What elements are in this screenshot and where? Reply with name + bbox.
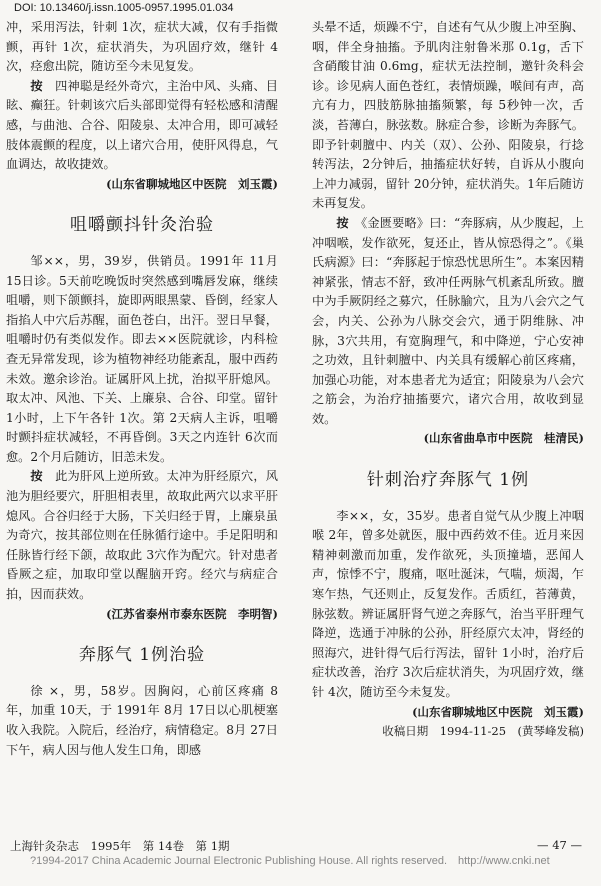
article2-affiliation: (江苏省泰州市泰东医院 李明智) [106, 606, 278, 621]
article2-title: 咀嚼颤抖针灸治验 [70, 215, 214, 236]
journal-info: 上海针灸杂志 1995年 第 14卷 第 1期 [10, 839, 230, 853]
right-column [312, 18, 584, 742]
article3-paragraph: 徐 ×，男，58岁。因胸闷，心前区疼痛 8年，加重 10天，于 1991年 8月 17日以心肌梗塞收入我院。入院后，经治疗，病情稳定。8月 27日下午，病人因与他人发生口角，即感 [6, 683, 278, 757]
doi-line: DOI: 10.13460/j.issn.1005-0957.1995.01.034 [14, 2, 234, 14]
article4-paragraph: 李××，女，35岁。患者自觉气从少腹上冲咽喉 2年，曾多处就医，服中西药效不佳。近月来因精神刺激而加重，发作欲死，头顶撞墙，恶闻人声，惊悸不宁，腹痛，呕吐涎沫，气喘，烦渴，乍寒乍热，气还则止，反复发作。舌质红，苔薄黄，脉弦数。辨证属肝肾气逆之奔豚气，治当平肝理气降逆，选通于冲脉的公孙，肝经原穴太冲，肾经的照海穴，进针得气后行泻法，留针 1小时，治疗后症状改善，治疗 3次后症状消失，为巩固疗效，继针 4次，随访至今未复发。 [312, 508, 584, 699]
case1-end-paragraph: 冲，采用泻法，针刺 1次，症状大减，仅有手指微颤，再针 1次，症状消失，为巩固疗效，继针 4次，痉愈出院，随访至今未见复发。 [6, 20, 278, 74]
page-number: — 47 — [537, 838, 582, 852]
article2-note [6, 467, 278, 604]
article3-note [312, 214, 584, 430]
case1-note [6, 77, 278, 175]
note-label: 按 [336, 215, 349, 230]
note-label: 按 [30, 469, 43, 484]
note-text: 此为肝风上逆所致。太冲为肝经原穴，风池为胆经要穴，肝胆相表里，故取此两穴以求平肝熄风。合谷归经于大肠，下关归经于胃，上廉泉虽为奇穴，按其部位则在任脉循行途中。手足阳明和任脉皆行经下颌，故取此 3穴作为配穴。针对患者昏厥之症，加取印堂以醒脑开窍。经穴与病症合拍，因而获效。 [6, 469, 278, 602]
note-label: 按 [30, 78, 43, 93]
article3-title: 奔豚气 1例治验 [78, 645, 206, 666]
note-text: 《金匮要略》曰：“奔豚病，从少腹起，上冲咽喉，发作欲死，复还止，皆从惊恐得之”。《巢氏病源》曰：“奔豚起于惊恐忧思所生”。本案因精神紧张，情志不舒，致冲任两脉气机紊乱所致。膻中为手厥阴经之募穴，任脉腧穴，且为八会穴之气会，内关、公孙为八脉交会穴，通于阴维脉、冲脉，3穴共用，有宽胸理气，和中降逆，宁心安神之功效，且针刺膻中、内关具有缓解心前区疼痛，加强心功能，对本患者尤为适宜；阳陵泉为八会穴之筋会，为治疗抽搐要穴，诸穴合用，故收到显效。 [312, 215, 584, 426]
copyright-line: ?1994-2017 China Academic Journal Electronic Publishing House. All rights reserved. http://www.cnki.net [30, 855, 550, 867]
article3-affiliation: (山东省曲阜市中医院 桂清民) [423, 431, 584, 446]
article2-paragraph: 邹××，男，39岁，供销员。1991年 11月 15日诊。5天前吃晚饭时突然感到嘴唇发麻，继续咀嚼，则下颌颤抖，旋即两眼黑蒙、昏倒，经家人指掐人中穴后苏醒，面色苍白，出汗。翌日早餐，咀嚼时仍有类似发作。即去××医院就诊，内科检查无异常发现，诊为植物神经功能紊乱，服中西药未效。邀余诊治。证属肝风上扰，治拟平肝熄风。取太冲、风池、下关、上廉泉、合谷、印堂。留针 1小时，上下午各针 1次。第 2天病人主诉，咀嚼时颤抖症状减轻，不再昏倒。3天之内连针 6次而愈。2个月后随访，旧恙未发。 [6, 253, 278, 464]
article4-title: 针刺治疗奔豚气 1例 [366, 470, 530, 491]
article4-affiliation: (山东省聊城地区中医院 刘玉霞) [412, 704, 584, 719]
case1-affiliation: (山东省聊城地区中医院 刘玉霞) [106, 176, 278, 191]
received-date: 收稿日期 1994-11-25 (黄琴峰发稿) [382, 724, 584, 739]
note-text: 四神聪是经外奇穴，主治中风、头痛、目眩、癫狂。针刺该穴后头部即觉得有轻松感和清醒感，与曲池、合谷、阳陵泉、太冲合用，即可减轻肢体震颤的程度，以上诸穴合用，使肝风得息，气血调达，故收捷效。 [6, 78, 278, 172]
left-column [6, 18, 278, 760]
article3-paragraph-cont: 头晕不适，烦躁不宁，自述有气从少腹上冲至胸、咽，伴全身抽搐。予肌肉注射鲁米那 0.1g，舌下含硝酸甘油 0.6mg，症状无法控制，邀针灸科会诊。诊见病人面色苍红，表情烦躁，喉间有声，高亢有力，四肢筋脉抽搐频繁，每 5秒钟一次，舌淡，苔薄白，脉弦数。脉症合参，诊断为奔豚气。即予针刺膻中、内关（双）、公孙、阳陵泉，行捻转泻法，2分钟后，抽搐症状好转，自诉从小腹向上冲力减弱，留针 20分钟，症状消失。1年后随访未再复发。 [312, 20, 584, 211]
